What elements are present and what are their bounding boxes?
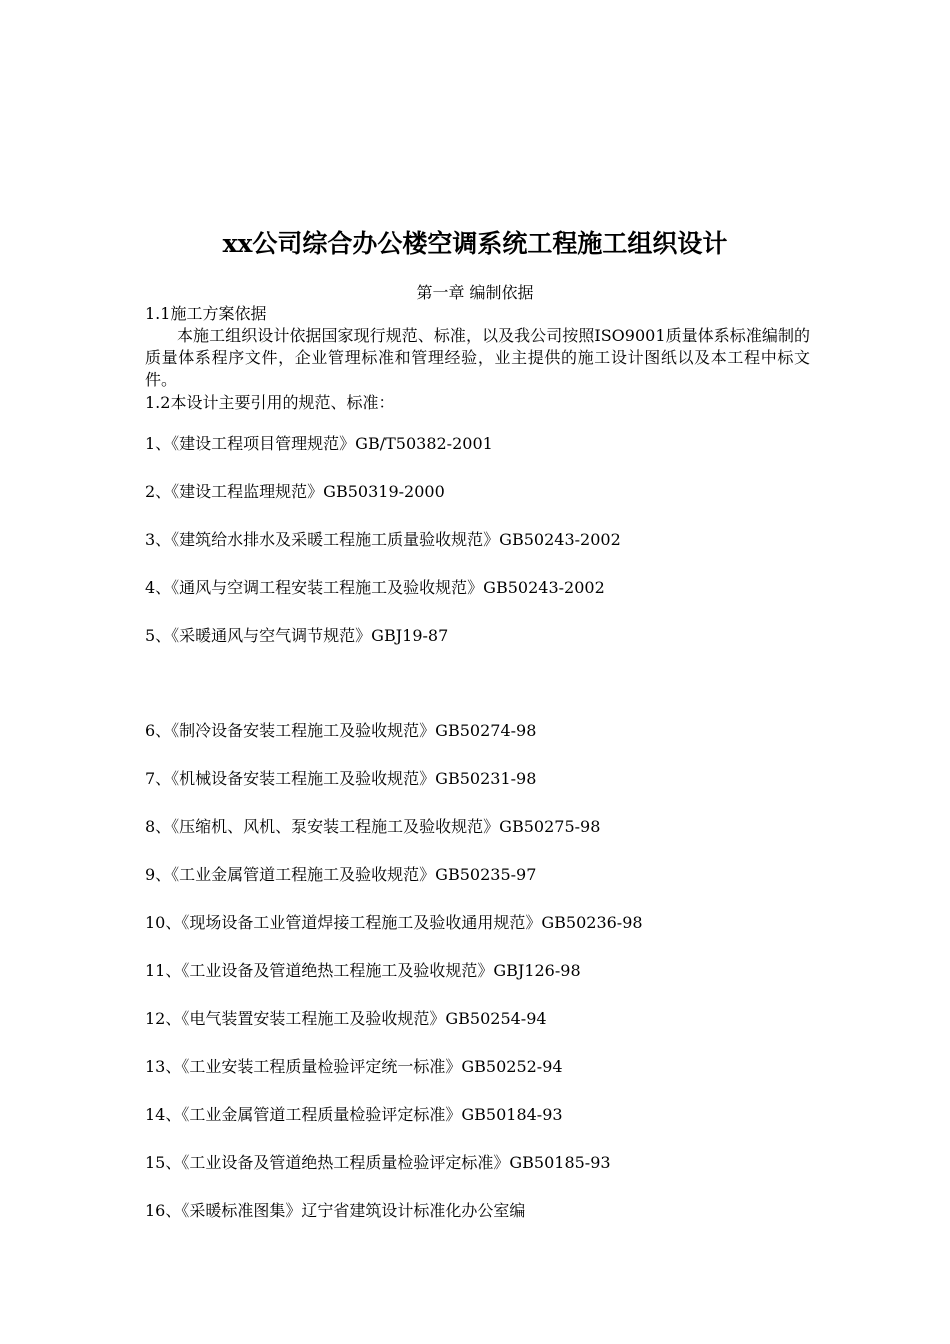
reference-item: 9、《工业金属管道工程施工及验收规范》GB50235-97: [145, 865, 537, 884]
reference-item: 13、《工业安装工程质量检验评定统一标准》GB50252-94: [145, 1057, 563, 1076]
reference-item: 1、《建设工程项目管理规范》GB/T50382-2001: [145, 434, 493, 453]
reference-item: 5、《采暖通风与空气调节规范》GBJ19-87: [145, 626, 449, 645]
reference-item: 15、《工业设备及管道绝热工程质量检验评定标准》GB50185-93: [145, 1153, 611, 1172]
section-heading-1-1: 1.1施工方案依据: [145, 304, 267, 323]
reference-item: 14、《工业金属管道工程质量检验评定标准》GB50184-93: [145, 1105, 563, 1124]
reference-item: 11、《工业设备及管道绝热工程施工及验收规范》GBJ126-98: [145, 961, 581, 980]
reference-item: 2、《建设工程监理规范》GB50319-2000: [145, 482, 445, 501]
reference-item: 8、《压缩机、风机、泵安装工程施工及验收规范》GB50275-98: [145, 817, 601, 836]
reference-item: 4、《通风与空调工程安装工程施工及验收规范》GB50243-2002: [145, 578, 605, 597]
document-title: xx公司综合办公楼空调系统工程施工组织设计: [222, 229, 728, 258]
reference-item: 10、《现场设备工业管道焊接工程施工及验收通用规范》GB50236-98: [145, 913, 643, 932]
reference-item: 7、《机械设备安装工程施工及验收规范》GB50231-98: [145, 769, 537, 788]
reference-item: 6、《制冷设备安装工程施工及验收规范》GB50274-98: [145, 721, 537, 740]
reference-item: 16、《采暖标准图集》辽宁省建筑设计标准化办公室编: [145, 1201, 526, 1220]
chapter-heading: 第一章 编制依据: [416, 283, 534, 302]
section-1-1-paragraph: 本施工组织设计依据国家现行规范、标准，以及我公司按照ISO9001质量体系标准编制的质量体系程序文件，企业管理标准和管理经验，业主提供的施工设计图纸以及本工程中标文件。: [145, 326, 810, 389]
reference-item: 12、《电气装置安装工程施工及验收规范》GB50254-94: [145, 1009, 547, 1028]
section-heading-1-2: 1.2本设计主要引用的规范、标准：: [145, 393, 395, 412]
reference-item: 3、《建筑给水排水及采暖工程施工质量验收规范》GB50243-2002: [145, 530, 621, 549]
